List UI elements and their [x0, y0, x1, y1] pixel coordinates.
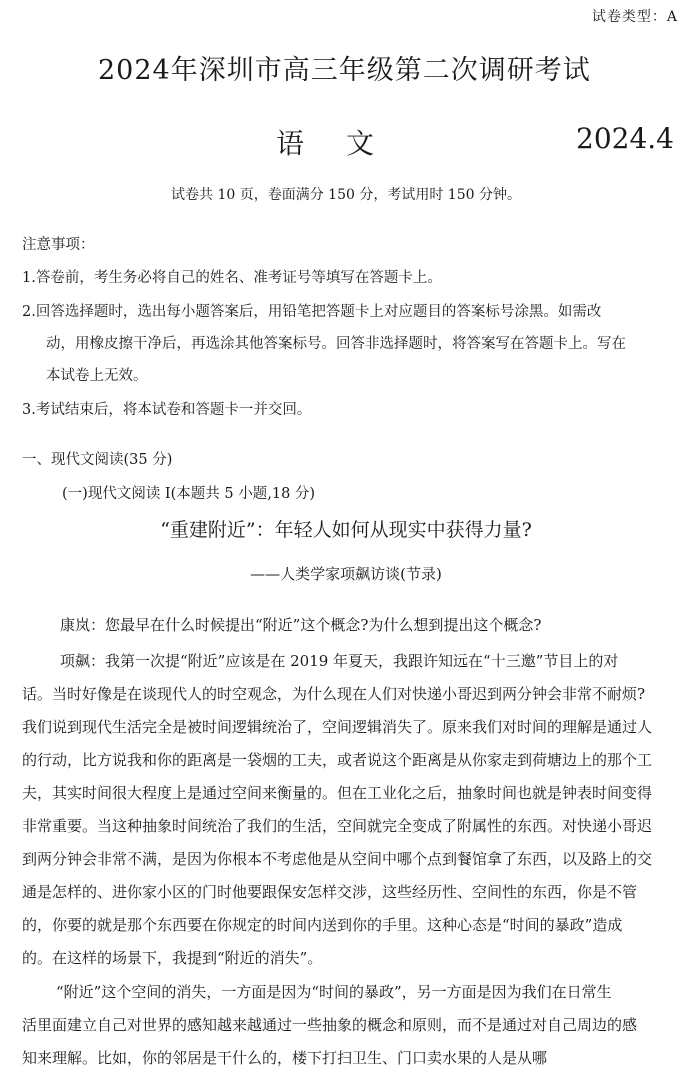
- exam-title: 2024年深圳市高三年级第二次调研考试: [98, 55, 591, 86]
- article-line: 到两分钟会非常不满，是因为你根本不考虑他是从空间中哪个点到餐馆拿了东西，以及路上的交: [22, 850, 653, 868]
- article-title: “重建附近”：年轻人如何从现实中获得力量?: [160, 519, 532, 541]
- paper-type-label: 试卷类型：A: [591, 9, 678, 25]
- exam-info: 试卷共 10 页，卷面满分 150 分，考试用时 150 分钟。: [171, 187, 521, 203]
- article-line: 知来理解。比如，你的邻居是干什么的，楼下打扫卫生、门口卖水果的人是从哪: [22, 1049, 548, 1067]
- notice-line: 本试卷上无效。: [46, 368, 148, 384]
- subject-char-2: 文: [346, 127, 375, 160]
- article-line: 的行动，比方说我和你的距离是一袋烟的工夫，或者说这个距离是从你家走到荷塘边上的那个工: [22, 751, 653, 769]
- article-line: 话。当时好像是在谈现代人的时空观念，为什么现在人们对快递小哥迟到两分钟会非常不耐烦?: [22, 685, 646, 703]
- subject-title: [276, 122, 374, 162]
- article-line: 我们说到现代生活完全是被时间逻辑统治了，空间逻辑消失了。原来我们对时间的理解是通过人: [22, 718, 653, 736]
- notice-line: 3.考试结束后，将本试卷和答题卡一并交回。: [22, 402, 312, 418]
- article-line: 通是怎样的、进你家小区的门时他要跟保安怎样交涉，这些经历性、空间性的东西，你是不管: [22, 883, 638, 901]
- article-line: 夫，其实时间很大程度上是通过空间来衡量的。但在工业化之后，抽象时间也就是钟表时间变得: [22, 784, 653, 802]
- section-heading: 一、现代文阅读(35 分): [22, 452, 173, 468]
- article-line: 非常重要。当这种抽象时间统治了我们的生活，空间就完全变成了附属性的东西。对快递小哥迟: [22, 817, 653, 835]
- article-line: 的，你要的就是那个东西要在你规定的时间内送到你的手里。这种心态是“时间的暴政”造成: [22, 916, 623, 934]
- subsection-heading: (一)现代文阅读 I(本题共 5 小题,18 分): [62, 486, 316, 502]
- article-line: 项飙：我第一次提“附近”应该是在 2019 年夏天，我跟许知远在“十三邀”节目上的对: [60, 652, 619, 670]
- notice-heading: 注意事项：: [22, 237, 95, 253]
- article-line: 活里面建立自己对世界的感知越来越通过一些抽象的概念和原则，而不是通过对自己周边的感: [22, 1016, 638, 1034]
- notice-line: 1.答卷前，考生务必将自己的姓名、准考证号等填写在答题卡上。: [22, 270, 442, 286]
- article-line: 的。在这样的场景下，我提到“附近的消失”。: [22, 949, 323, 967]
- subject-char-1: 语: [276, 127, 305, 160]
- notice-line: 动，用橡皮擦干净后，再选涂其他答案标号。回答非选择题时，将答案写在答题卡上。写在: [46, 336, 626, 352]
- article-line: 康岚：您最早在什么时候提出“附近”这个概念?为什么想到提出这个概念?: [60, 616, 542, 634]
- article-subtitle: ——人类学家项飙访谈(节录): [250, 565, 442, 583]
- exam-date: 2024.4: [576, 122, 674, 155]
- article-line: “附近”这个空间的消失，一方面是因为“时间的暴政”，另一方面是因为我们在日常生: [56, 983, 612, 1001]
- notice-line: 2.回答选择题时，选出每小题答案后，用铅笔把答题卡上对应题目的答案标号涂黑。如需改: [22, 304, 602, 320]
